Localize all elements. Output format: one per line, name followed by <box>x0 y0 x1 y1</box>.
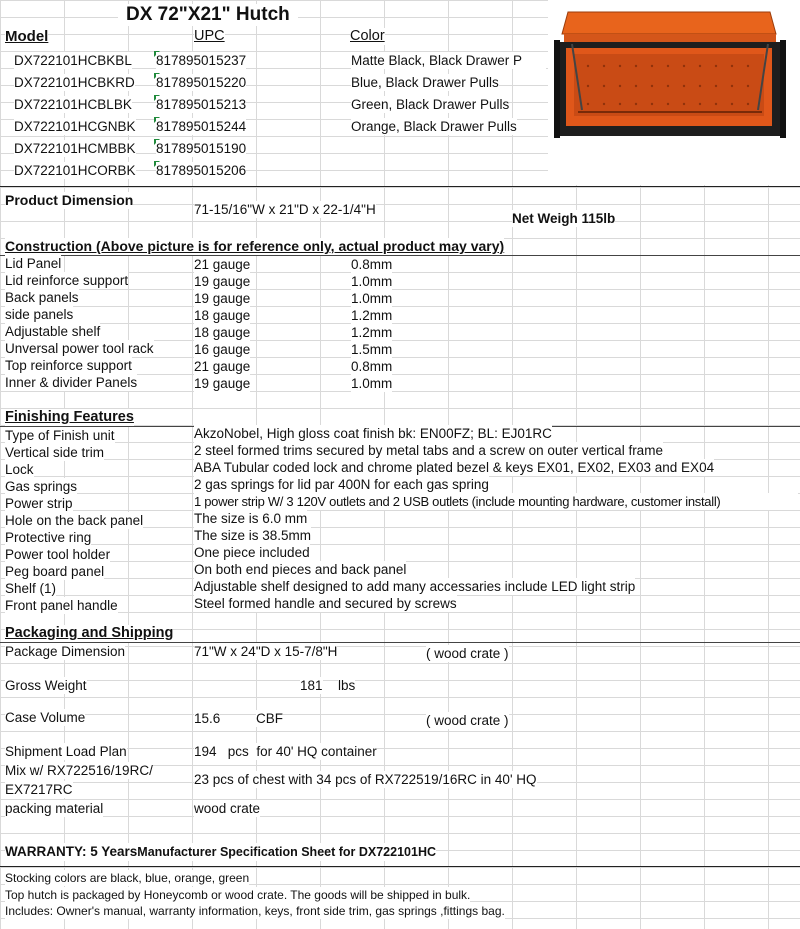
net-weight: Net Weigh 115lb <box>512 211 616 226</box>
table-row <box>14 162 136 179</box>
construction-mm: 1.2mm <box>351 308 393 323</box>
finishing-value: AkzoNobel, High gloss coat finish bk: EN00FZ; BL: EJ01RC <box>194 426 552 441</box>
shipment-desc: for 40' HQ container <box>256 744 377 759</box>
construction-part: Lid Panel <box>5 256 62 271</box>
hutch-image <box>548 0 800 185</box>
page-title: DX 72"X21" Hutch <box>118 4 298 26</box>
construction-mm: 1.0mm <box>351 274 393 289</box>
finishing-value: 1 power strip W/ 3 120V outlets and 2 USB outlets (include mounting hardware, customer install) <box>194 493 798 510</box>
product-dimension-value: 71-15/16"W x 21"D x 22-1/4"H <box>194 202 376 217</box>
case-volume-label: Case Volume <box>5 710 86 725</box>
package-dimension-value: 71"W x 24"D x 15-7/8"H <box>194 644 338 659</box>
finishing-label: Type of Finish unit <box>5 428 115 443</box>
finishing-label: Vertical side trim <box>5 445 105 460</box>
table-row <box>14 74 135 91</box>
spec-sheet-title: Manufacturer Specification Sheet for DX722101HC <box>137 845 436 859</box>
finishing-label: Peg board panel <box>5 564 105 579</box>
packing-material-value: wood crate <box>194 801 261 816</box>
construction-part: Back panels <box>5 290 79 305</box>
warranty-line <box>5 843 436 861</box>
model-cell: DX722101HCBKBL <box>14 53 132 68</box>
shipment-unit: pcs <box>227 744 249 759</box>
construction-part: Top reinforce support <box>5 358 132 373</box>
upc-cell: 817895015213 <box>156 97 247 112</box>
table-row <box>14 118 136 135</box>
construction-part: Unversal power tool rack <box>5 341 154 356</box>
finishing-label: Power strip <box>5 496 73 511</box>
construction-mm: 0.8mm <box>351 359 393 374</box>
packing-material-label: packing material <box>5 801 104 816</box>
package-dimension-label: Package Dimension <box>5 644 126 659</box>
model-cell: DX722101HCBLBK <box>14 97 132 112</box>
finishing-label: Protective ring <box>5 530 92 545</box>
construction-mm: 0.8mm <box>351 257 393 272</box>
table-row <box>14 52 132 69</box>
color-column-header: Color <box>350 28 385 44</box>
finishing-value: 2 gas springs for lid par 400N for each gas spring <box>194 477 489 492</box>
finishing-value: One piece included <box>194 545 310 560</box>
color-cell: Blue, Black Drawer Pulls <box>351 75 499 90</box>
upc-cell: 817895015206 <box>156 163 247 178</box>
mix-label-line1: Mix w/ RX722516/19RC/ <box>5 763 153 778</box>
note-includes: Includes: Owner's manual, warranty information, keys, front side trim, gas springs ,fittings bag. <box>5 904 505 918</box>
model-cell: DX722101HCMBBK <box>14 141 136 156</box>
note-packaging: Top hutch is packaged by Honeycomb or wood crate. The goods will be shipped in bulk. <box>5 888 471 902</box>
finishing-value: The size is 6.0 mm <box>194 511 308 526</box>
construction-gauge: 18 gauge <box>194 325 251 340</box>
model-cell: DX722101HCORBK <box>14 163 136 178</box>
finishing-value: 2 steel formed trims secured by metal tabs and a screw on outer vertical frame <box>194 443 663 458</box>
construction-mm: 1.5mm <box>351 342 393 357</box>
model-column-header: Model <box>5 28 49 45</box>
divider <box>0 866 800 867</box>
finishing-value: Steel formed handle and secured by screws <box>194 596 457 611</box>
gross-weight-value: 181 <box>300 678 323 693</box>
finishing-label: Shelf (1) <box>5 581 57 596</box>
divider <box>0 186 800 187</box>
construction-gauge: 18 gauge <box>194 308 251 323</box>
construction-mm: 1.0mm <box>351 376 393 391</box>
construction-header: Construction (Above picture is for reference only, actual product may vary) <box>5 238 505 254</box>
construction-gauge: 19 gauge <box>194 274 251 289</box>
table-row <box>14 140 136 157</box>
finishing-value: Adjustable shelf designed to add many accessaries include LED light strip <box>194 579 636 594</box>
note-stocking-colors: Stocking colors are black, blue, orange, green <box>5 871 250 885</box>
construction-gauge: 16 gauge <box>194 342 251 357</box>
warranty-label: WARRANTY: 5 Years <box>5 844 138 859</box>
gross-weight-unit: lbs <box>338 678 356 693</box>
finishing-value: ABA Tubular coded lock and chrome plated bezel & keys EX01, EX02, EX03 and EX04 <box>194 460 715 475</box>
upc-cell: 817895015244 <box>156 119 247 134</box>
case-volume-note: ( wood crate ) <box>426 713 509 728</box>
color-cell: Matte Black, Black Drawer P <box>351 52 546 69</box>
model-cell: DX722101HCGNBK <box>14 119 136 134</box>
upc-column-header: UPC <box>194 28 225 44</box>
construction-mm: 1.0mm <box>351 291 393 306</box>
construction-mm: 1.2mm <box>351 325 393 340</box>
shipment-count: 194 <box>194 744 217 759</box>
construction-part: Adjustable shelf <box>5 324 101 339</box>
construction-part: Inner & divider Panels <box>5 375 138 390</box>
model-cell: DX722101HCBKRD <box>14 75 135 90</box>
construction-gauge: 19 gauge <box>194 376 251 391</box>
construction-part: Lid reinforce support <box>5 273 129 288</box>
finishing-label: Lock <box>5 462 34 477</box>
finishing-header: Finishing Features <box>5 409 134 425</box>
construction-part: side panels <box>5 307 74 322</box>
case-volume-unit: CBF <box>256 711 283 726</box>
packaging-header: Packaging and Shipping <box>5 625 174 641</box>
upc-cell: 817895015190 <box>156 141 247 156</box>
construction-gauge: 21 gauge <box>194 257 251 272</box>
hutch-illustration-icon <box>548 0 800 185</box>
shipment-label: Shipment Load Plan <box>5 744 127 759</box>
construction-gauge: 21 gauge <box>194 359 251 374</box>
construction-gauge: 19 gauge <box>194 291 251 306</box>
divider <box>0 255 800 256</box>
upc-cell: 817895015220 <box>156 75 247 90</box>
finishing-label: Hole on the back panel <box>5 513 144 528</box>
finishing-label: Power tool holder <box>5 547 111 562</box>
mix-label-line2: EX7217RC <box>5 782 73 797</box>
finishing-value: On both end pieces and back panel <box>194 562 407 577</box>
product-dimension-label: Product Dimension <box>5 192 134 208</box>
color-cell: Orange, Black Drawer Pulls <box>351 119 517 134</box>
package-dimension-note: ( wood crate ) <box>426 646 509 661</box>
finishing-label: Front panel handle <box>5 598 118 613</box>
color-cell: Green, Black Drawer Pulls <box>351 97 510 112</box>
shipment-value <box>194 743 377 760</box>
mix-value: 23 pcs of chest with 34 pcs of RX722519/16RC in 40' HQ <box>194 772 537 787</box>
finishing-value: The size is 38.5mm <box>194 528 312 543</box>
table-row <box>14 96 132 113</box>
upc-cell: 817895015237 <box>156 53 247 68</box>
case-volume-value: 15.6 <box>194 711 221 726</box>
gross-weight-label: Gross Weight <box>5 678 87 693</box>
finishing-label: Gas springs <box>5 479 78 494</box>
